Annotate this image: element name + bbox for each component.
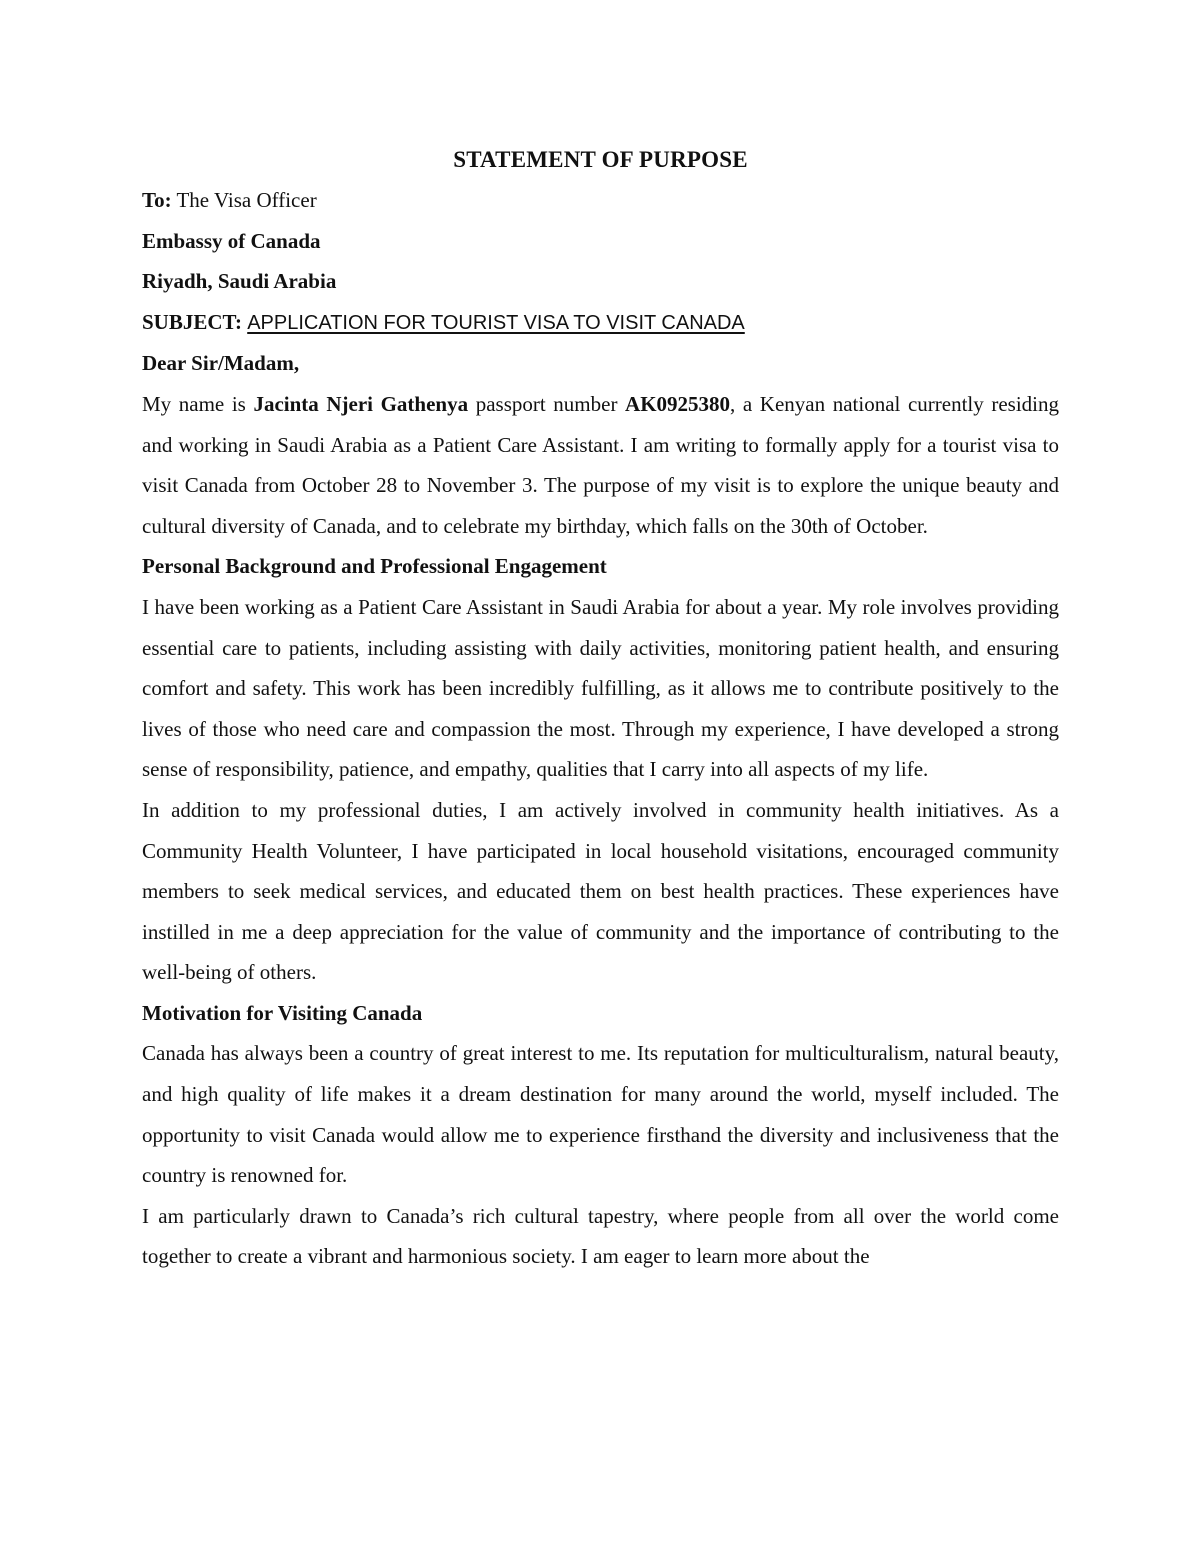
motivation-paragraph-2: I am particularly drawn to Canada’s rich cultural tapestry, where people from all over the world come together to create a vibrant and harmonious society. I am eager to learn more about the [142, 1203, 1059, 1269]
background-paragraph-1: I have been working as a Patient Care Assistant in Saudi Arabia for about a year. My role involves providing essential care to patients, including assisting with daily activities, monitoring patient health, and ensuring comfort and safety. This work has been incredibly fulfilling, as it allows me to contribute positively to the lives of those who need care and compassion the most. Through my experience, I have developed a strong sense of responsibility, patience, and empathy, qualities that I carry into all aspects of my life. [142, 594, 1059, 782]
subject-line [142, 302, 1059, 344]
document-title: STATEMENT OF PURPOSE [453, 147, 748, 172]
recipient-line [142, 180, 1059, 221]
applicant-name: Jacinta Njeri Gathenya [253, 391, 469, 416]
document-body [142, 140, 1059, 1277]
to-label: To: [142, 188, 172, 212]
section-heading-motivation: Motivation for Visiting Canada [142, 1000, 423, 1025]
motivation-paragraph-1: Canada has always been a country of great interest to me. Its reputation for multiculturalism, natural beauty, and high quality of life makes it a dream destination for many around the world, myself included. The opportunity to visit Canada would allow me to experience firsthand the diversity and inclusiveness that the country is renowned for. [142, 1041, 1059, 1188]
intro-text-2: passport number [468, 391, 626, 416]
background-paragraph-2: In addition to my professional duties, I am actively involved in community health initiatives. As a Community Health Volunteer, I have participated in local household visitations, encouraged community members to seek medical services, and educated them on best health practices. These experiences have instilled in me a deep appreciation for the value of community and the importance of contributing to the well-being of others. [142, 797, 1059, 985]
intro-text-1: My name is [142, 391, 254, 416]
subject-value: APPLICATION FOR TOURIST VISA TO VISIT CANADA [247, 311, 745, 334]
salutation: Dear Sir/Madam, [142, 351, 300, 376]
intro-text-3: , a Kenyan national currently residing and working in Saudi Arabia as a Patient Care Assistant. I am writing to formally apply for a tourist visa to visit Canada from October 28 to November 3. The purpose of my visit is to explore the unique beauty and cultural diversity of Canada, and to celebrate my birthday, which falls on the 30th of October. [142, 391, 1059, 538]
embassy-line: Embassy of Canada [142, 228, 321, 253]
location-line: Riyadh, Saudi Arabia [142, 269, 337, 294]
to-value: The Visa Officer [176, 188, 317, 212]
subject-label: SUBJECT: [142, 309, 242, 334]
intro-paragraph [142, 384, 1059, 546]
passport-number: AK0925380 [625, 391, 731, 416]
section-heading-background: Personal Background and Professional Engagement [142, 554, 607, 579]
